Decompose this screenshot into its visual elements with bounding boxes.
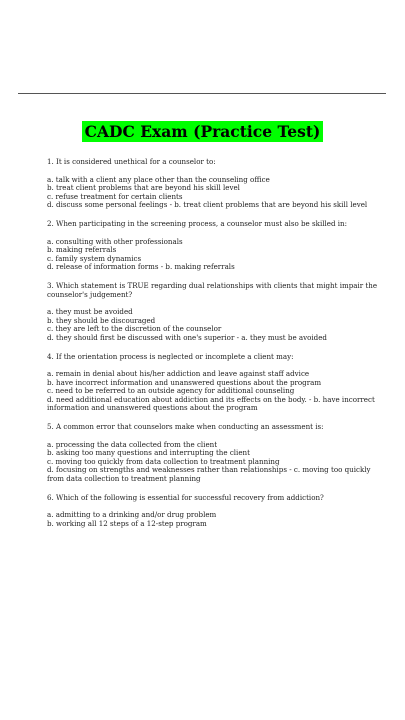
- answer-option: d. release of information forms - b. making referrals: [47, 262, 235, 272]
- answer-option: d. focusing on strengths and weaknesses rather than relationships - c. moving too quickly from data collection to treatment planning: [47, 465, 371, 484]
- question-block: [47, 158, 377, 210]
- answer-option: d. discuss some personal feelings - b. treat client problems that are beyond his skill level: [47, 200, 368, 210]
- question-block: [47, 282, 377, 343]
- answer-option: a. remain in denial about his/her addiction and leave against staff advice: [47, 369, 310, 379]
- question-text: 1. It is considered unethical for a counselor to:: [47, 157, 216, 166]
- question-text: 4. If the orientation process is neglected or incomplete a client may:: [47, 351, 294, 361]
- question-block: [47, 220, 377, 272]
- answer-option: c. need to be referred to an outside agency for additional counseling: [47, 386, 295, 396]
- answer-option: a. talk with a client any place other than the counseling office: [47, 174, 270, 184]
- question-block: [47, 423, 377, 484]
- answer-option: b. making referrals: [47, 245, 117, 255]
- question-text: 6. Which of the following is essential for successful recovery from addiction?: [47, 492, 324, 502]
- question-text: 5. A common error that counselors make when conducting an assessment is:: [47, 422, 324, 432]
- answer-option: c. they are left to the discretion of the counselor: [47, 324, 222, 334]
- answer-option: d. need additional education about addiction and its effects on the body. - b. have incorrect information and unanswered questions about the program: [47, 394, 375, 413]
- question-block: [47, 494, 377, 529]
- answer-option: b. they should be discouraged: [47, 315, 156, 325]
- question-text: 3. Which statement is TRUE regarding dual relationships with clients that might impair the counselor's judgement?: [47, 280, 378, 299]
- header-divider: [18, 93, 386, 94]
- question-block: [47, 353, 377, 414]
- answer-option: b. asking too many questions and interrupting the client: [47, 448, 250, 458]
- question-text: 2. When participating in the screening process, a counselor must also be skilled in:: [47, 218, 347, 228]
- answer-option: a. admitting to a drinking and/or drug problem: [47, 510, 217, 520]
- answer-option: b. treat client problems that are beyond his skill level: [47, 183, 240, 193]
- answer-option: b. have incorrect information and unanswered questions about the program: [47, 377, 322, 387]
- answer-option: d. they should first be discussed with one's superior - a. they must be avoided: [47, 332, 327, 342]
- questions-list: [47, 158, 377, 538]
- answer-option: a. they must be avoided: [47, 307, 133, 317]
- answer-option: c. moving too quickly from data collection to treatment planning: [47, 456, 280, 466]
- document-title: CADC Exam (Practice Test): [82, 121, 324, 142]
- answer-option: a. processing the data collected from the client: [47, 439, 218, 449]
- answer-option: c. refuse treatment for certain clients: [47, 191, 183, 201]
- answer-option: b. working all 12 steps of a 12-step program: [47, 518, 207, 528]
- answer-option: a. consulting with other professionals: [47, 236, 183, 246]
- answer-option: c. family system dynamics: [47, 253, 142, 263]
- title-container: [0, 121, 405, 142]
